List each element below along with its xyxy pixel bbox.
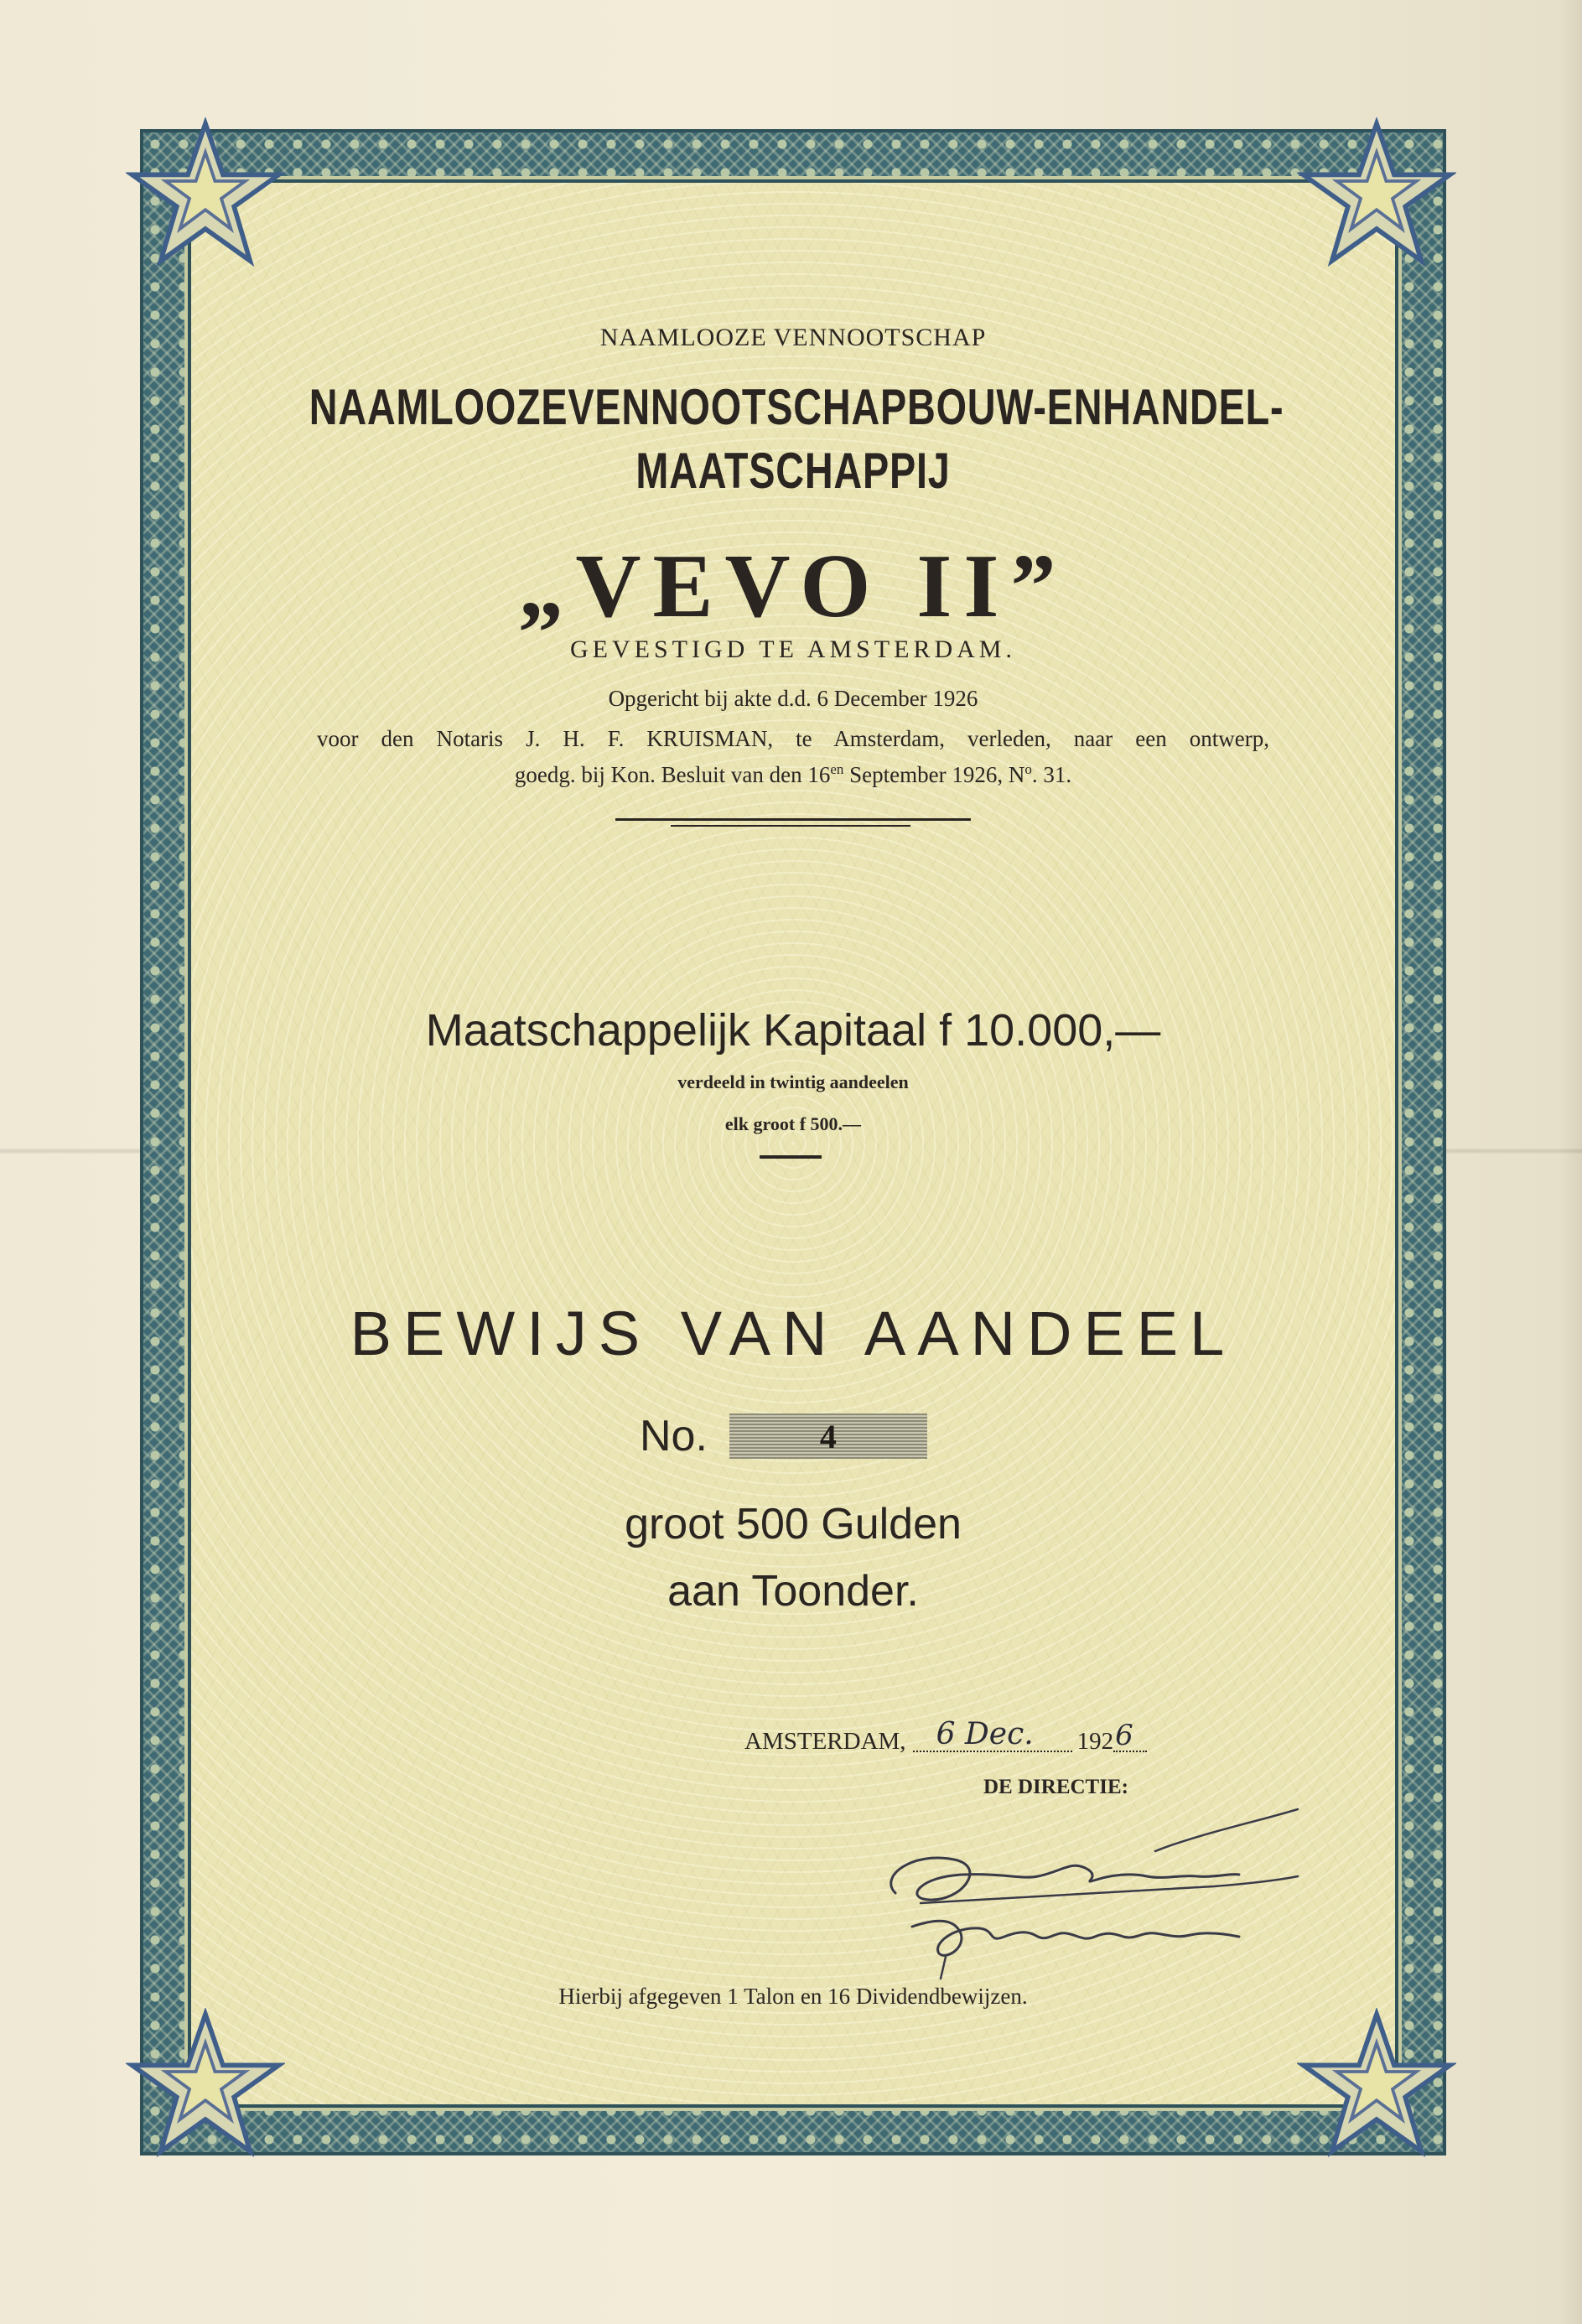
company-seat: GEVESTIGD TE AMSTERDAM. xyxy=(570,635,1016,663)
date-blank xyxy=(913,1717,1072,1752)
company-name xyxy=(309,376,1284,503)
decree-sup-2: o xyxy=(1024,761,1032,777)
decree-prefix: goedg. bij Kon. Besluit van den 16 xyxy=(514,762,831,787)
company-name-word: NAAMLOOZE xyxy=(309,379,568,435)
company-type-heading: NAAMLOOZE VENNOOTSCHAP xyxy=(599,324,987,351)
company-name-word: HANDEL- xyxy=(1102,379,1284,435)
director-signatures xyxy=(862,1792,1315,1985)
decree-suffix: . 31. xyxy=(1031,762,1072,787)
company-name-line-1 xyxy=(309,376,1284,439)
place-date-line xyxy=(744,1717,1273,1756)
share-capital: Maatschappelijk Kapitaal f 10.000,— xyxy=(425,1005,1161,1056)
brand-name: „VEVO II” xyxy=(518,537,1068,636)
bearer-clause: aan Toonder. xyxy=(667,1567,919,1616)
certificate-number xyxy=(640,1407,927,1465)
divider-rule xyxy=(615,818,971,821)
share-nominal-value: elk groot f 500.— xyxy=(724,1113,862,1134)
company-name-word: BOUW- xyxy=(907,379,1047,435)
year-printed: 192 xyxy=(1076,1728,1114,1755)
divider-rule xyxy=(671,825,910,827)
handwritten-date: 6 Dec. xyxy=(936,1717,1034,1751)
handwritten-year: 6 xyxy=(1115,1719,1133,1752)
decree-mid: September 1926, N xyxy=(843,762,1025,787)
company-name-word: EN xyxy=(1046,379,1103,435)
paper-edge-shadow xyxy=(1559,0,1582,2324)
number-value-box: 4 xyxy=(729,1414,927,1459)
royal-decree-line xyxy=(191,761,1395,788)
capital-division: verdeeld in twintig aandeelen xyxy=(677,1071,909,1092)
founding-line: Opgericht bij akte d.d. 6 December 1926 xyxy=(608,686,978,711)
board-label: DE DIRECTIE: xyxy=(983,1776,1128,1798)
share-certificate-title: BEWIJS VAN AANDEEL xyxy=(350,1299,1237,1368)
enclosures-note: Hierbij afgegeven 1 Talon en 16 Dividendbewijzen. xyxy=(558,1984,1028,2009)
certificate-text xyxy=(191,183,1395,2104)
number-label: No. xyxy=(640,1412,708,1460)
company-name-line-2: MAATSCHAPPIJ xyxy=(635,443,951,499)
notary-line: voor den Notaris J. H. F. KRUISMAN, te Amsterdam, verleden, naar een ontwerp, xyxy=(317,726,1269,751)
place-label: AMSTERDAM, xyxy=(744,1728,906,1755)
decree-sup: en xyxy=(830,761,844,777)
year-blank xyxy=(1113,1719,1147,1752)
divider-rule xyxy=(760,1155,822,1159)
company-name-word: VENNOOTSCHAP xyxy=(568,379,908,435)
share-amount: groot 500 Gulden xyxy=(625,1500,962,1548)
